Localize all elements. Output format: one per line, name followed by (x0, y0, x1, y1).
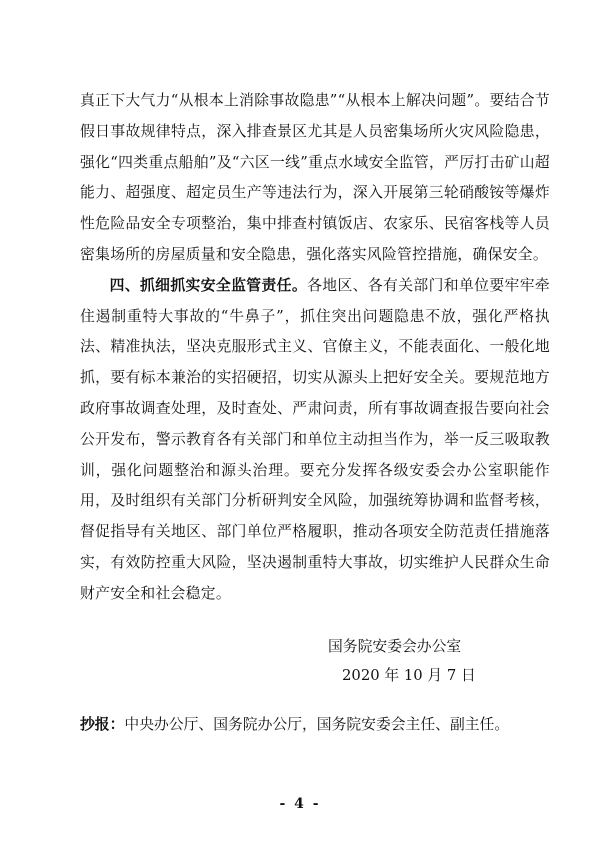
paragraph-continuation: 真正下大气力“从根本上消除事故隐患”“从根本上解决问题”。要结合节假日事故规律特点，深入排查景区尤其是人员密集场所火灾风险隐患，强化“四类重点船舶”及“六区一线”重点水域安全监管，严厉打击矿山超能力、超强度、超定员生产等违法行为，深入开展第三轮硝酸铵等爆炸性危险品安全专项整治，集中排查村镇饭店、农家乐、民宿客栈等人员密集场所的房屋质量和安全隐患，强化落实风险管控措施，确保安全。 (80, 92, 550, 263)
section-heading: 四、抓细抓实安全监管责任。 (109, 276, 308, 294)
page-number: - 4 - (279, 796, 321, 812)
paragraph-section-four (80, 271, 550, 610)
signature-organization: 国务院安委会办公室 (328, 638, 462, 655)
section-body-text: 各地区、各有关部门和单位要牢牢牵住遏制重特大事故的“牛鼻子”，抓住突出问题隐患不放，强化严格执法、精准执法，坚决克服形式主义、官僚主义，不能表面化、一般化地抓，要有标本兼治的实招硬招，切实从源头上把好安全关。要规范地方政府事故调查处理，及时查处、严肃问责，所有事故调查报告要向社会公开发布，警示教育各有关部门和单位主动担当作为，举一反三吸取教训，强化问题整治和源头治理。要充分发挥各级安委会办公室职能作用，及时组织有关部门分析研判安全风险，加强统筹协调和监督考核，督促指导有关地区、部门单位严格履职，推动各项安全防范责任措施落实，有效防控重大风险，坚决遏制重特大事故，切实维护人民群众生命财产安全和社会稳定。 (80, 276, 550, 602)
cc-line (80, 715, 560, 735)
document-body (80, 86, 550, 610)
cc-recipients: 中央办公厅、国务院办公厅，国务院安委会主任、副主任。 (124, 716, 510, 733)
cc-label: 抄报： (80, 716, 125, 733)
signature-date: 2020 年 10 月 7 日 (342, 667, 476, 684)
